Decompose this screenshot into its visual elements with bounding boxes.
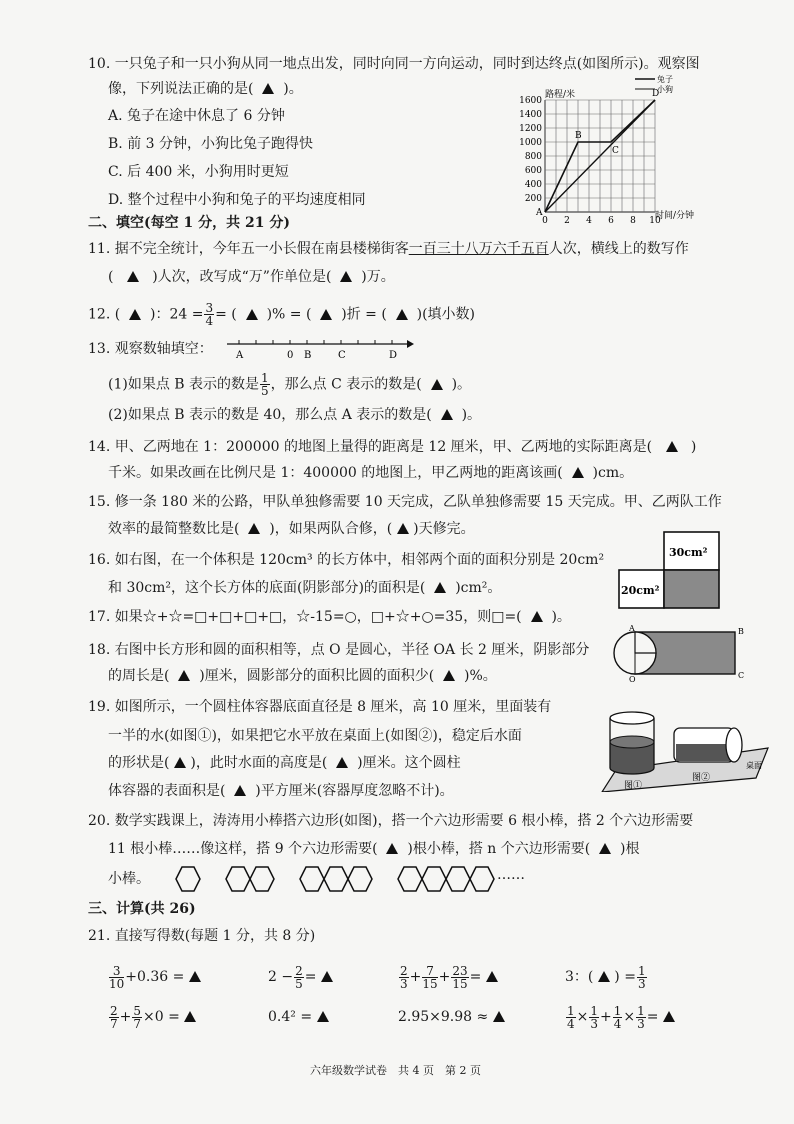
q18-line1: 18. 右图中长方形和圆的面积相等，点 O 是圆心，半径 OA 长 2 厘米，阴影部分 [88, 642, 590, 658]
hexagon-ellipsis: …… [497, 867, 525, 883]
q21-item2: 2 − $\frac{2}{5}$ = [268, 962, 333, 992]
answer-blank-icon[interactable] [396, 309, 408, 320]
answer-blank-icon[interactable] [317, 1011, 329, 1022]
q21-item4: 3：( ) = $\frac{1}{3}$ [565, 963, 646, 991]
answer-blank-icon[interactable] [184, 1011, 196, 1022]
answer-blank-icon[interactable] [486, 971, 498, 982]
chart-ylabel: 路程/米 [545, 90, 576, 100]
answer-blank-icon[interactable] [434, 582, 446, 593]
x-tick-label: 0 [542, 216, 548, 225]
q21-item7: 2.95×9.98 ≈ [398, 1002, 505, 1032]
shaded-base-face [664, 570, 719, 608]
answer-blank-icon[interactable] [178, 670, 190, 681]
answer-blank-icon[interactable] [174, 757, 186, 768]
face-label-left: 20cm² [621, 584, 660, 597]
q12-line: 12. ( )：24 = $\frac{3}{4}$ = ( )% = ( )折 = ( )(填小数) [88, 301, 476, 328]
label-b: B [738, 627, 744, 636]
q19-line2: 一半的水(如图①)，如果把它水平放在桌面上(如图②)，稳定后水面 [108, 728, 522, 744]
chart-xlabel: 时间/分钟 [655, 211, 695, 221]
x-tick-label: 4 [586, 216, 592, 225]
hexagon-icon [446, 867, 470, 891]
answer-blank-icon[interactable] [246, 309, 258, 320]
q10-option-a: A. 兔子在途中休息了 6 分钟 [108, 108, 285, 124]
q16-cuboid-figure [617, 530, 721, 610]
hexagon-icon [300, 867, 324, 891]
q18-circle-rect-figure [605, 622, 745, 684]
q20-line2: 11 根小棒……像这样，搭 9 个六边形需要( )根小棒，搭 n 个六边形需要( )根 [108, 841, 640, 857]
page-footer: 六年级数学试卷 共 4 页 第 2 页 [310, 1064, 481, 1077]
answer-blank-icon[interactable] [598, 971, 610, 982]
answer-blank-icon[interactable] [666, 441, 678, 452]
q13-part1: (1)如果点 B 表示的数是 $\frac{1}{5}$ ，那么点 C 表示的数是( )。 [108, 371, 472, 398]
answer-blank-icon[interactable] [386, 843, 398, 854]
q16-line2: 和 30cm²，这个长方体的底面(阴影部分)的面积是( )cm²。 [108, 580, 502, 596]
q19-line3: 的形状是( )，此时水面的高度是( )厘米。这个圆柱 [108, 755, 461, 771]
table-label: 桌面 [746, 761, 762, 770]
face-label-top: 30cm² [669, 546, 708, 559]
q10-option-c: C. 后 400 米，小狗用时更短 [108, 164, 289, 180]
q14-line1: 14. 甲、乙两地在 1：200000 的地图上量得的距离是 12 厘米，甲、乙两地的实际距离是( ) [88, 439, 697, 455]
q11-line1: 11. 据不完全统计，今年五一小长假在南县楼梯街客一百三十八万六千五百人次，横线上的数写作 [88, 241, 689, 257]
q17-line: 17. 如果☆+☆=□+□+□+□，☆-15=○，□+☆+○=35，则□=( )。 [88, 609, 571, 625]
q20-line1: 20. 数学实践课上，涛涛用小棒搭六边形(如图)，搭一个六边形需要 6 根小棒，搭 2 个六边形需要 [88, 813, 694, 829]
answer-blank-icon[interactable] [397, 523, 409, 534]
q19-line4: 体容器的表面积是( )平方厘米(容器厚度忽略不计)。 [108, 783, 454, 799]
answer-blank-icon[interactable] [572, 467, 584, 478]
q13-part2: (2)如果点 B 表示的数是 40，那么点 A 表示的数是( )。 [108, 407, 482, 423]
y-tick-label: 1200 [519, 124, 542, 134]
q21-item1: $\frac{3}{10}$ +0.36 = [108, 962, 201, 992]
y-tick-label: 1000 [519, 138, 542, 148]
answer-blank-icon[interactable] [248, 523, 260, 534]
q10-option-b: B. 前 3 分钟，小狗比兔子跑得快 [108, 136, 313, 152]
answer-blank-icon[interactable] [493, 1011, 505, 1022]
hexagon-icon [348, 867, 372, 891]
q10-stem-line2: 像，下列说法正确的是( )。 [108, 81, 303, 97]
point-a-label: A [536, 208, 543, 218]
q21-title: 21. 直接写得数(每题 1 分，共 8 分) [88, 928, 316, 944]
x-tick-label: 6 [608, 216, 614, 225]
label-c: C [738, 671, 745, 680]
hexagon-icon [226, 867, 250, 891]
section-3-heading: 三、计算(共 26) [88, 901, 196, 917]
answer-blank-icon[interactable] [663, 1011, 675, 1022]
answer-blank-icon[interactable] [441, 409, 453, 420]
q19-line1: 19. 如图所示，一个圆柱体容器底面直径是 8 厘米，高 10 厘米，里面装有 [88, 699, 552, 715]
y-tick-label: 800 [524, 152, 542, 162]
q21-item8: $\frac{1}{4}$ × $\frac{1}{3}$ + $\frac{1}{4}$ × $\frac{1}{3}$ = [565, 1002, 675, 1032]
answer-blank-icon[interactable] [599, 843, 611, 854]
point-b-label: B [575, 131, 582, 141]
hexagon-icon [470, 867, 494, 891]
answer-blank-icon[interactable] [321, 971, 333, 982]
hexagon-icon [422, 867, 446, 891]
numline-label-b: B [304, 350, 312, 361]
q19-cylinder-figure [598, 708, 770, 792]
answer-blank-icon[interactable] [234, 785, 246, 796]
x-tick-label: 2 [564, 216, 570, 225]
y-tick-label: 1400 [519, 110, 542, 120]
answer-blank-icon[interactable] [262, 83, 274, 94]
fig2-label: 图② [692, 773, 711, 783]
legend-dog: 小狗 [657, 85, 673, 94]
answer-blank-icon[interactable] [443, 670, 455, 681]
x-tick-label: 10 [649, 216, 661, 225]
q18-line2: 的周长是( )厘米，圆影部分的面积比圆的面积少( )%。 [108, 668, 497, 684]
answer-blank-icon[interactable] [431, 379, 443, 390]
q21-item6: 0.4² = [268, 1002, 329, 1032]
hexagon-icon [176, 867, 200, 891]
hexagon-icon [398, 867, 422, 891]
q14-line2: 千米。如果改画在比例尺是 1：400000 的地图上，甲乙两地的距离该画( )cm。 [108, 465, 634, 481]
q20-line3: 小棒。 [108, 871, 150, 887]
x-tick-label: 8 [630, 216, 636, 225]
numline-label-c: C [338, 350, 346, 361]
answer-blank-icon[interactable] [531, 611, 543, 622]
q10-line-chart [505, 70, 705, 225]
answer-blank-icon[interactable] [320, 309, 332, 320]
numline-label-d: D [389, 350, 398, 361]
hexagon-sequence-figure [170, 862, 510, 896]
answer-blank-icon[interactable] [129, 309, 141, 320]
q10-option-d: D. 整个过程中小狗和兔子的平均速度相同 [108, 192, 366, 208]
section-2-heading: 二、填空(每空 1 分，共 21 分) [88, 215, 290, 231]
answer-blank-icon[interactable] [336, 757, 348, 768]
hexagon-icon [250, 867, 274, 891]
q16-line1: 16. 如右图，在一个体积是 120cm³ 的长方体中，相邻两个面的面积分别是 20cm² [88, 552, 605, 568]
hexagon-icon [324, 867, 348, 891]
answer-blank-icon[interactable] [340, 271, 352, 282]
q11-line2: ( )人次，改写成“万”作单位是( )万。 [108, 269, 395, 285]
label-a: A [629, 624, 635, 633]
q15-line1: 15. 修一条 180 米的公路，甲队单独修需要 10 天完成，乙队单独修需要 15 天完成。甲、乙两队工作 [88, 494, 722, 510]
numline-label-0: 0 [287, 350, 294, 361]
point-c-label: C [612, 146, 619, 156]
point-d-label: D [652, 89, 660, 99]
answer-blank-icon[interactable] [127, 271, 139, 282]
q10-stem-line1: 10. 一只兔子和一只小狗从同一地点出发，同时向同一方向运动，同时到达终点(如图所示)。观察图 [88, 56, 700, 72]
y-tick-label: 400 [524, 180, 542, 190]
q13-title: 13. 观察数轴填空： [88, 341, 213, 357]
fig1-label: 图① [624, 781, 643, 791]
legend-rabbit: 兔子 [657, 75, 673, 84]
label-o: O [629, 675, 636, 684]
arrow-right-icon [407, 340, 414, 348]
y-tick-label: 200 [524, 194, 542, 204]
q21-item3: $\frac{2}{3}$ + $\frac{7}{15}$ + $\frac{23}{15}$ = [398, 962, 498, 992]
q21-item5: $\frac{2}{7}$ + $\frac{5}{7}$ ×0 = [108, 1002, 196, 1032]
y-tick-label: 1600 [519, 96, 542, 106]
answer-blank-icon[interactable] [189, 971, 201, 982]
numline-label-a: A [236, 350, 244, 361]
y-tick-label: 600 [524, 166, 542, 176]
number-line [225, 336, 415, 362]
q15-line2: 效率的最简整数比是( )，如果两队合修，( )天修完。 [108, 521, 475, 537]
